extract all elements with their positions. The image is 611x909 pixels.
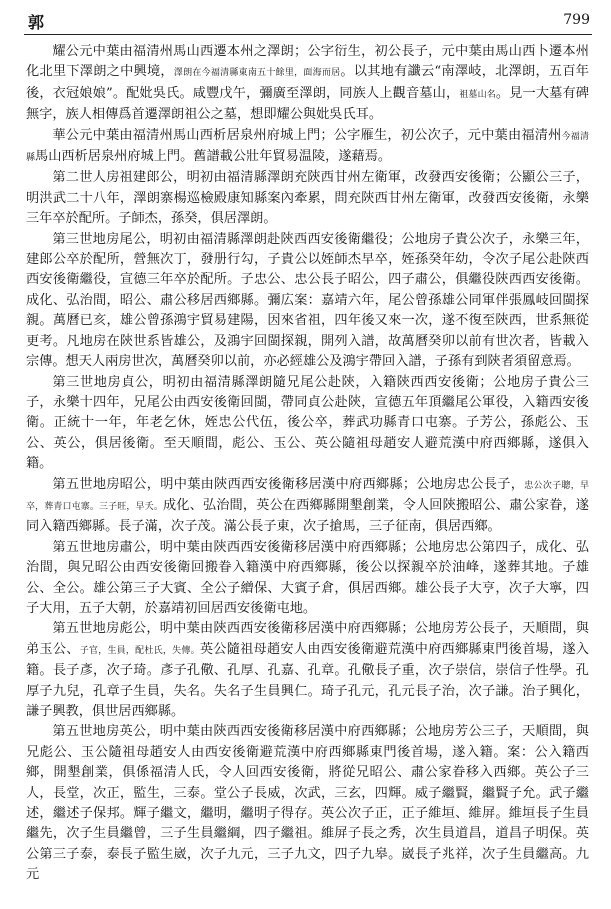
paragraph-text: 耀公元中葉由福清州馬山西遷本州之澤朗；公字衍生，初公長子，元中葉由馬山西卜遷本州化北里下澤朗之中興境， [26,44,589,80]
running-header [24,8,592,35]
paragraph-text: 第五世地房英公，明中葉由陝西西安後衛移居漢中府西鄉縣；公地房芳公三子，天順間，與兄彪公、玉公隨祖母趙安人由西安後衛避荒漢中府西鄉縣東門後首場，遂入籍。案：公入籍西鄉，開墾創業，俱係福清人氏，令人回西安後衛，將從兄昭公、肅公家眷移入西鄉。英公子三人，長堂，次正，監生，三泰。堂公子長威，次武，三玄，四輝。威子繼賢，繼賢子允。武子繼述，繼述子保邦。輝子繼文，繼明，繼明子得存。英公次子正，正子維垣、維屏。維垣長子生員繼先，次子生員繼曾，三子生員繼綱，四子繼祖。維屏子長之秀，次生員道昌，道昌子明保。英公第三子泰，泰長子監生崴，次子九元，三子九文，四子九皋。崴長子兆祥，次子生員繼高。九元 [26,724,589,883]
paragraph-text: 第五世地房彪公，明中葉由陝西西安後衛移居漢中府西鄉縣；公地房芳公長子，天順間，與弟玉公、 [26,621,589,657]
genealogy-paragraph [26,168,589,229]
inline-annotation: 澤朗在今福清縣東南五十餘里，面海而居 [173,68,341,79]
paragraph-text: 第二世人房祖建郎公，明初由福清縣澤朗充陝西甘州左衛軍，改發西安後衛；公顯公三子，明洪武二十八年，澤朗寨楊巡檢殿康知縣案內牽累，問充陝西甘州左衛軍，改發西安後衛，永樂三年卒於配所。子師杰，孫癸，俱居澤朗。 [26,170,589,227]
page-body [26,42,589,886]
paragraph-text: 馬山西析居泉州府城上門。舊譜載公壯年貿易温陵，遂藉焉。 [35,149,392,165]
paragraph-text: 第五世地房肅公，明中葉由陝西西安後衛移居漢中府西鄉縣；公地房忠公第四子，成化、弘治間，與兄昭公由西安後衛回搬眷入籍漢中府西鄉縣，後公以探親卒於油峰，遂葬其地。子雄公、全公。雄公第三子大賓、全公子繒保、大賓子倉，俱居西鄉。雄公長子大亨，次子大寧，四子大用，五子大朝，於嘉靖初回居西安後衛屯地。 [26,539,589,616]
inline-annotation: 忠公次子聰，早卒，葬青口屯寨。三子旺，早夭。 [26,480,589,512]
genealogy-paragraph [26,475,589,538]
paragraph-text: 。以其地有讖云“南澤岐，北澤朗，五百年後，衣冠娘娘”。配妣吳氏。咸豐戊午，彌廣至澤朗，同族人上觀音墓山， [26,64,589,101]
paragraph-text: 。見一大墓有碑無字，族人相傳爲首遷澤朗祖公之墓，想即耀公與妣吳氏耳。 [26,85,589,123]
header-surname: 郭 [28,13,45,32]
genealogy-paragraph [26,538,589,620]
genealogy-paragraph [26,722,589,885]
page-number: 799 [563,12,590,28]
paragraph-text: 第三世地房貞公，明初由福清縣澤朗隨兄尾公赴陝，入籍陝西西安後衛；公地房子貴公三子，永樂十四年，兄尾公由西安後衛回閩，帶同貞公赴陝，宣德五年頂繼尾公軍役，入籍西安後衛。正統十一年，年老乞休，姪忠公代伍，後公卒，葬武功縣青口屯寨。子芳公，孫彪公、玉公、英公，俱居後衛。至天順間，彪公、玉公、英公隨祖母趙安人避荒漢中府西鄉縣，遂俱入籍。 [26,374,589,472]
paragraph-text: 第三世地房尾公，明初由福清縣澤朗赴陝西西安後衛繼役；公地房子貴公次子，永樂三年，建郎公卒於配所，營無次丁，發册行勾，子貴公以姪師杰早卒，姪孫癸年幼，令次子尾公赴陝西西安後衛繼役，宣德三年卒於配所。子忠公、忠公長子昭公，四子肅公，俱繼役陝西西安後衛。成化、弘治間，昭公、肅公移居西鄉縣。彌広案：嘉靖六年，尾公曾孫雄公同軍伴張鳳岐回閩探親。萬曆已亥，雄公曾孫鴻宇貿易建陽，因來省祖，四年後又來一次，遂不復至陝西，世系無從更考。凡地房在陝世系皆雄公，及鴻宇回閩探親，開列入譜，故萬曆癸卯以前有世次者，皆載入宗傳。想天人兩房世次，萬曆癸卯以前，亦必經雄公及鴻宇帶回入譜，子孫有到陝者須留意焉。 [26,231,589,370]
paragraph-text: 成化、弘治間，英公在西鄉縣開墾創業，令人回陝搬昭公、肅公家眷，遂同入籍西鄉縣。長子滿，次子茂。滿公長子東，次子搶馬，三子征南，俱居西鄉。 [26,497,589,535]
paragraph-text: 英公隨祖母趙安人由西安後衛避荒漢中府西鄉縣東門後首場，遂入籍。長子彥，次子琦。彥子孔儆、孔厚、孔嘉、孔章。孔儆長子重，次子崇信，崇信子性學。孔厚子九兒，孔章子生員，失名。失名子生員興仁。琦子孔元，孔元長子治，次子謙。治子興化，謙子興教，俱世居西鄉縣。 [26,641,589,719]
paragraph-text: 第五世地房昭公，明中葉由陝西西安後衛移居漢中府西鄉縣；公地房忠公長子， [52,476,525,492]
genealogy-paragraph [26,373,589,475]
inline-annotation: 今福清縣 [26,131,589,164]
inline-annotation: 祖墓山名 [459,89,496,100]
genealogy-paragraph [26,230,589,373]
paragraph-text: 華公元中葉由福清州馬山西析居泉州府城上門；公字雁生，初公次子，元中葉由福清州 [52,127,562,143]
genealogy-paragraph [26,619,589,722]
genealogy-paragraph [26,126,589,169]
inline-annotation: 子官，生員，配杜氏，失傳。 [79,645,200,656]
genealogy-paragraph [26,42,589,126]
